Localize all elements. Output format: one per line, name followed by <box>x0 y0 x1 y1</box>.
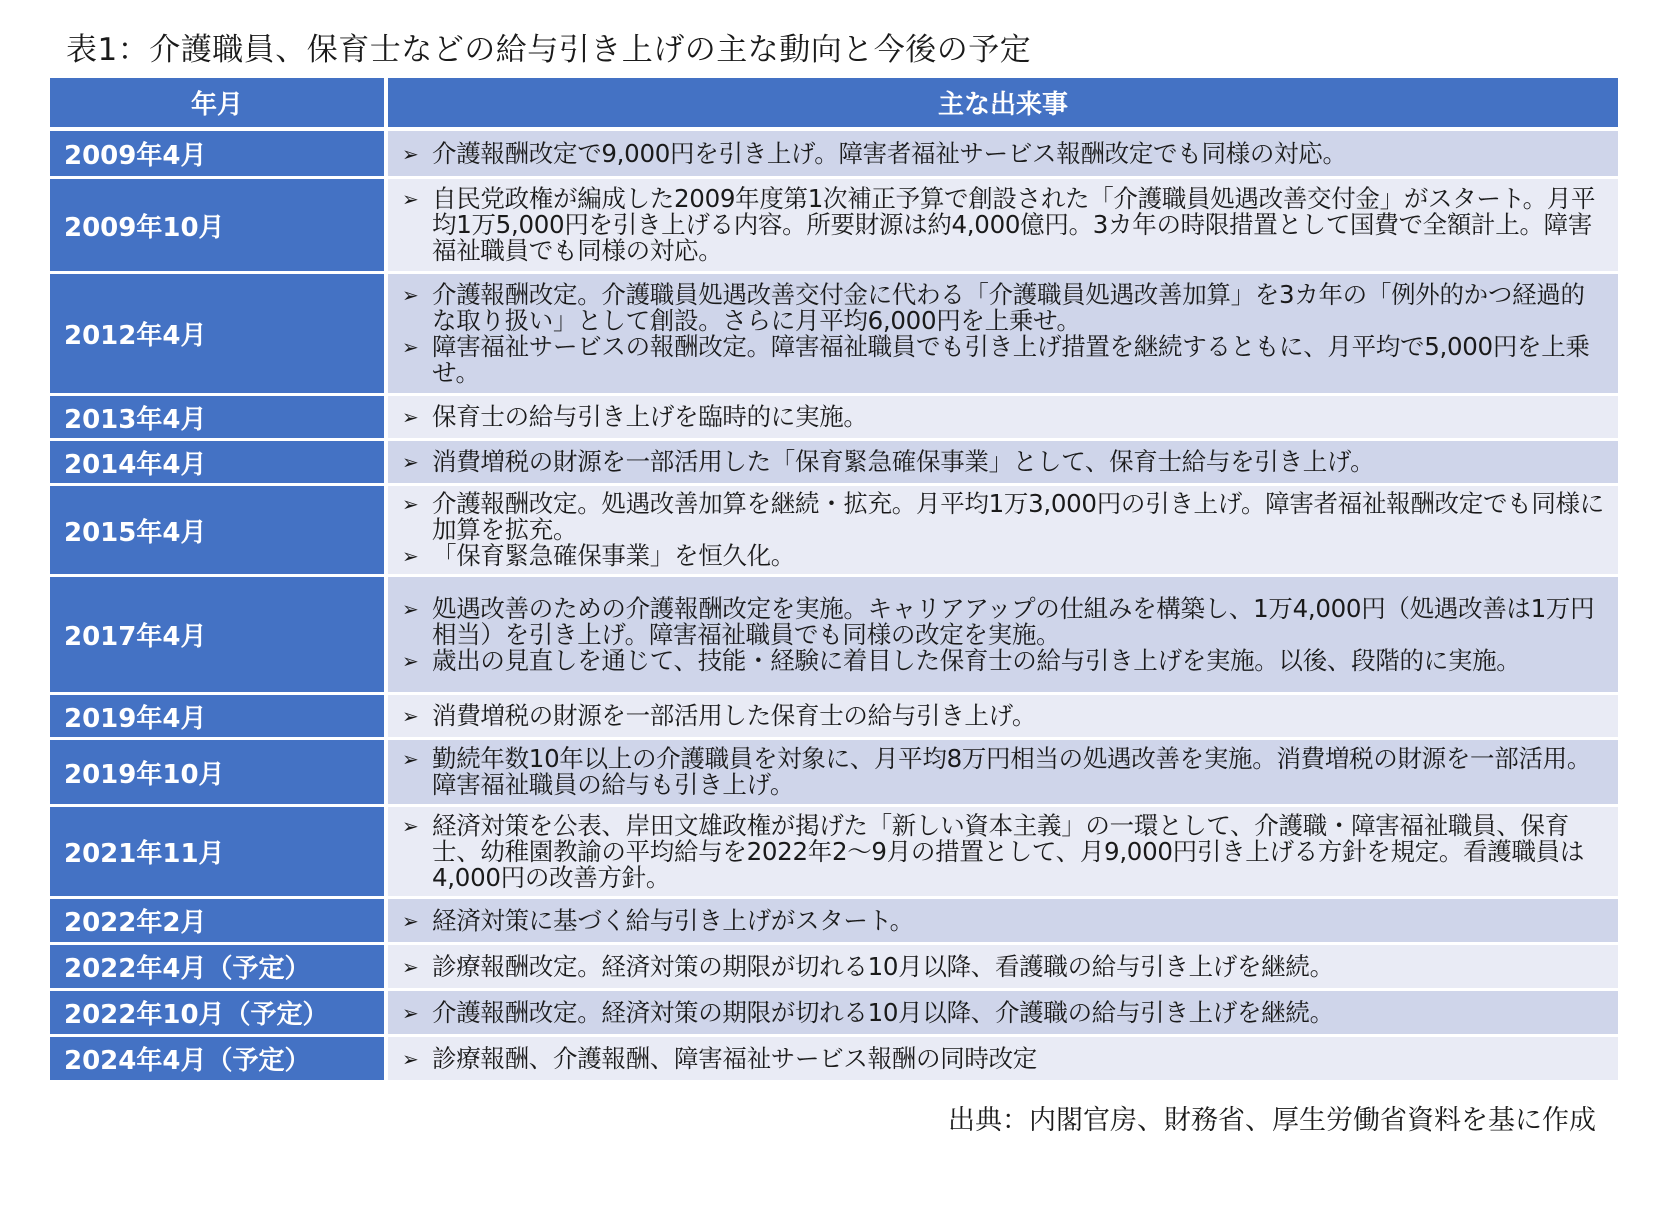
event-text: 障害福祉サービスの報酬改定。障害福祉職員でも引き上げ措置を継続するともに、月平均で5,000円を上乗せ。 <box>432 331 1590 387</box>
row-date: 2012年4月 <box>50 274 388 396</box>
arrow-bullet-icon: ➢ <box>402 141 419 166</box>
event-text: 消費増税の財源を一部活用した保育士の給与引き上げ。 <box>432 701 1037 730</box>
table-row <box>50 945 1618 991</box>
table-row <box>50 131 1618 179</box>
event-bullet-item <box>402 138 1606 168</box>
row-date: 2009年10月 <box>50 179 388 274</box>
row-date: 2024年4月（予定） <box>50 1037 388 1083</box>
row-event <box>388 486 1618 577</box>
row-event <box>388 577 1618 695</box>
event-bullet-item <box>402 449 1606 475</box>
event-bullet-item <box>402 331 1606 387</box>
arrow-bullet-icon: ➢ <box>402 747 419 771</box>
event-text: 保育士の給与引き上げを臨時的に実施。 <box>432 402 868 431</box>
event-text: 介護報酬改定。処遇改善加算を継続・拡充。月平均1万3,000円の引き上げ。障害者福祉報酬改定でも同様に加算を拡充。 <box>432 489 1604 544</box>
arrow-bullet-icon: ➢ <box>402 813 419 838</box>
column-header-date: 年月 <box>50 78 388 131</box>
event-text: 勤続年数10年以上の介護職員を対象に、月平均8万円相当の処遇改善を実施。消費増税の財源を一部活用。障害福祉職員の給与も引き上げ。 <box>432 744 1592 799</box>
event-bullet-item <box>402 186 1606 264</box>
table-row <box>50 740 1618 807</box>
arrow-bullet-icon: ➢ <box>402 908 419 933</box>
event-bullet-item <box>402 593 1606 649</box>
column-header-event: 主な出来事 <box>388 78 1618 131</box>
arrow-bullet-icon: ➢ <box>402 405 419 429</box>
event-text: 介護報酬改定で9,000円を引き上げ。障害者福祉サービス報酬改定でも同様の対応。 <box>432 138 1347 168</box>
row-event <box>388 945 1618 991</box>
event-bullet-item <box>402 491 1606 543</box>
table-row <box>50 899 1618 945</box>
event-text: 経済対策に基づく給与引き上げがスタート。 <box>432 905 914 935</box>
arrow-bullet-icon: ➢ <box>402 596 419 621</box>
event-text: 処遇改善のための介護報酬改定を実施。キャリアアップの仕組みを構築し、1万4,000円（処遇改善は1万円相当）を引き上げ。障害福祉職員でも同様の改定を実施。 <box>432 593 1595 649</box>
table-row <box>50 396 1618 441</box>
table-row <box>50 486 1618 577</box>
row-date: 2022年10月（予定） <box>50 991 388 1037</box>
table-row <box>50 441 1618 486</box>
row-event <box>388 899 1618 945</box>
event-text: 診療報酬、介護報酬、障害福祉サービス報酬の同時改定 <box>432 1043 1037 1073</box>
table-body <box>50 131 1618 1083</box>
row-event <box>388 991 1618 1037</box>
event-text: 診療報酬改定。経済対策の期限が切れる10月以降、看護職の給与引き上げを継続。 <box>432 951 1334 981</box>
event-bullet-item <box>402 810 1606 892</box>
table-row <box>50 1037 1618 1083</box>
row-date: 2013年4月 <box>50 396 388 441</box>
events-table <box>50 78 1618 1083</box>
event-bullet-item <box>402 703 1606 729</box>
table-title: 表1：介護職員、保育士などの給与引き上げの主な動向と今後の予定 <box>66 32 1032 68</box>
event-text: 介護報酬改定。介護職員処遇改善交付金に代わる「介護職員処遇改善加算」を3カ年の「例外的かつ経過的な取り扱い」として創設。さらに月平均6,000円を上乗せ。 <box>432 279 1585 335</box>
arrow-bullet-icon: ➢ <box>402 1046 419 1071</box>
table-row <box>50 807 1618 899</box>
row-event <box>388 807 1618 899</box>
arrow-bullet-icon: ➢ <box>402 648 419 673</box>
arrow-bullet-icon: ➢ <box>402 282 419 307</box>
row-date: 2022年4月（予定） <box>50 945 388 991</box>
row-event <box>388 274 1618 396</box>
table-row <box>50 274 1618 396</box>
event-text: 歳出の見直しを通じて、技能・経験に着目した保育士の給与引き上げを実施。以後、段階的に実施。 <box>432 645 1521 675</box>
row-event <box>388 1037 1618 1083</box>
event-bullet-item <box>402 279 1606 335</box>
row-date: 2015年4月 <box>50 486 388 577</box>
event-bullet-item <box>402 951 1606 981</box>
event-text: 自民党政権が編成した2009年度第1次補正予算で創設された「介護職員処遇改善交付金」がスタート。月平均1万5,000円を引き上げる内容。所要財源は約4,000億円。3カ年の時限措置として国費で全額計上。障害福祉職員でも同様の対応。 <box>432 184 1596 265</box>
row-event <box>388 179 1618 274</box>
row-date: 2019年10月 <box>50 740 388 807</box>
row-event <box>388 396 1618 441</box>
arrow-bullet-icon: ➢ <box>402 187 419 211</box>
row-event <box>388 695 1618 740</box>
event-text: 介護報酬改定。経済対策の期限が切れる10月以降、介護職の給与引き上げを継続。 <box>432 997 1334 1027</box>
event-bullet-item <box>402 404 1606 430</box>
row-date: 2019年4月 <box>50 695 388 740</box>
event-text: 消費増税の財源を一部活用した「保育緊急確保事業」として、保育士給与を引き上げ。 <box>432 447 1375 476</box>
event-bullet-item <box>402 905 1606 935</box>
arrow-bullet-icon: ➢ <box>402 492 419 516</box>
arrow-bullet-icon: ➢ <box>402 334 419 359</box>
source-note: 出典：内閣官房、財務省、厚生労働省資料を基に作成 <box>948 1105 1596 1136</box>
event-bullet-item <box>402 645 1606 675</box>
row-event <box>388 131 1618 179</box>
row-date: 2021年11月 <box>50 807 388 899</box>
event-bullet-item <box>402 997 1606 1027</box>
row-event <box>388 740 1618 807</box>
table-row <box>50 577 1618 695</box>
event-bullet-item <box>402 746 1606 798</box>
row-date: 2022年2月 <box>50 899 388 945</box>
arrow-bullet-icon: ➢ <box>402 954 419 979</box>
row-date: 2017年4月 <box>50 577 388 695</box>
arrow-bullet-icon: ➢ <box>402 544 419 568</box>
event-bullet-item <box>402 1043 1606 1073</box>
arrow-bullet-icon: ➢ <box>402 450 419 474</box>
event-text: 「保育緊急確保事業」を恒久化。 <box>432 541 795 570</box>
arrow-bullet-icon: ➢ <box>402 1000 419 1025</box>
table-header-row <box>50 78 1618 131</box>
row-event <box>388 441 1618 486</box>
table-row <box>50 695 1618 740</box>
event-bullet-item <box>402 543 1606 569</box>
event-text: 経済対策を公表、岸田文雄政権が掲げた「新しい資本主義」の一環として、介護職・障害福祉職員、保育士、幼稚園教諭の平均給与を2022年2～9月の措置として、月9,000円引き上げる方針を規定。看護職員は4,000円の改善方針。 <box>432 810 1585 892</box>
arrow-bullet-icon: ➢ <box>402 704 419 728</box>
table-row <box>50 179 1618 274</box>
table-row <box>50 991 1618 1037</box>
row-date: 2014年4月 <box>50 441 388 486</box>
row-date: 2009年4月 <box>50 131 388 179</box>
